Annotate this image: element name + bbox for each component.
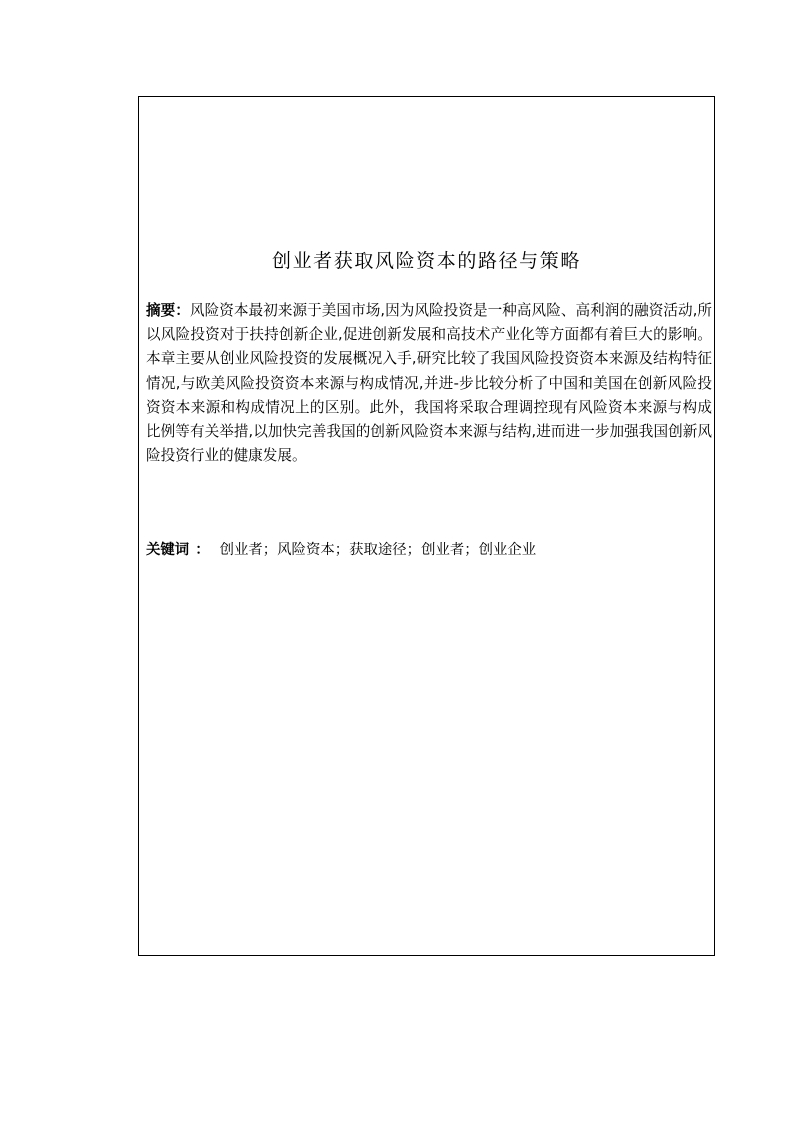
- abstract-paragraph: [146, 299, 712, 468]
- keywords-text: 创业者；风险资本；获取途径；创业者；创业企业: [219, 542, 537, 558]
- document-title: 创业者获取风险资本的路径与策略: [271, 250, 581, 272]
- abstract-label-text: 摘要: [146, 302, 176, 319]
- keywords-colon: ：: [195, 542, 210, 558]
- keywords-line: [146, 540, 536, 560]
- abstract-label-colon: ：: [175, 302, 190, 319]
- abstract-label: [146, 302, 190, 319]
- keywords-label: 关键词: [146, 542, 190, 558]
- abstract-text: 风险资本最初来源于美国市场,因为风险投资是一种高风险、高利润的融资活动,所以风险投资对于扶持创新企业,促进创新发展和高技术产业化等方面都有着巨大的影响。本章主要从创业风险投资的发展概况入手,研究比较了我国风险投资资本来源及结构特征情况,与欧美风险投资资本来源与构成情况,并进-步比较分析了中国和美国在创新风险投资资本来源和构成情况上的区别。此外，我国将采取合理调控现有风险资本来源与构成比例等有关举措,以加快完善我国的创新风险资本来源与结构,进而进一步加强我国创新风险投资行业的健康发展。: [146, 302, 712, 465]
- document-frame: [138, 96, 715, 956]
